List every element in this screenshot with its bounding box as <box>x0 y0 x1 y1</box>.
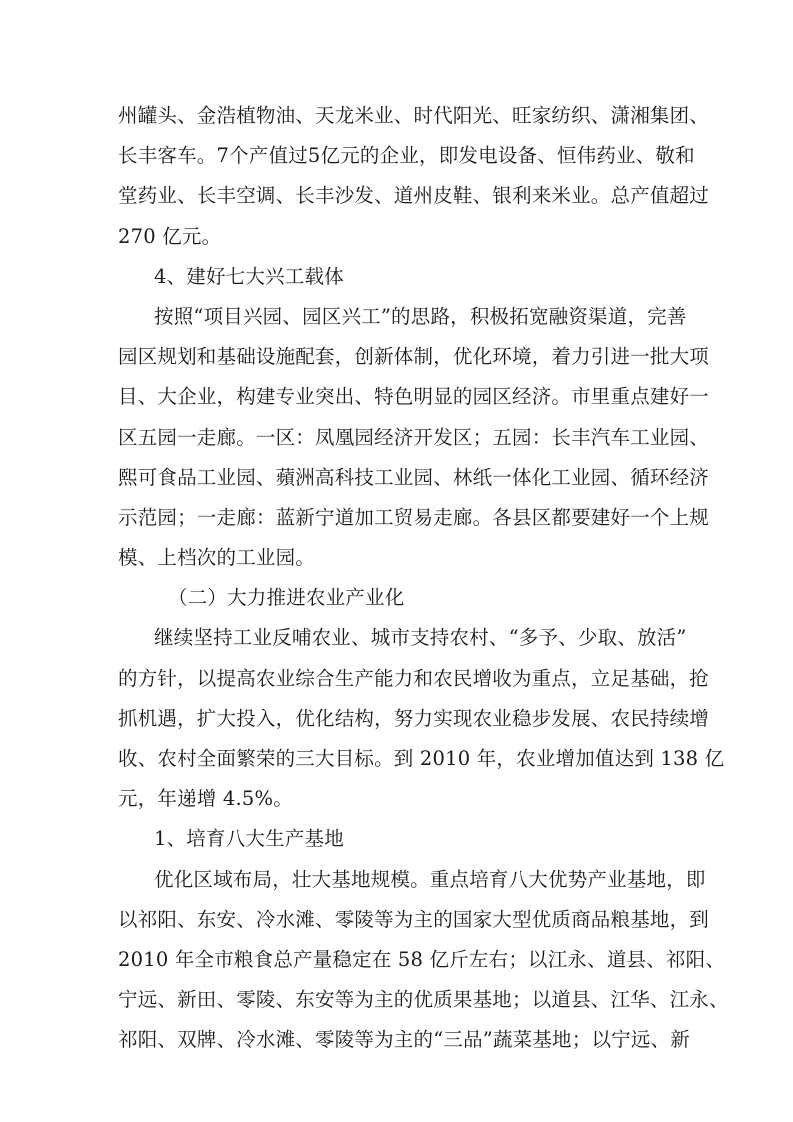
paragraph-line: 优化区域布局，壮大基地规模。重点培育八大优势产业基地，即 <box>154 867 706 891</box>
paragraph-line: 按照“项目兴园、园区兴工”的思路，积极拓宽融资渠道，完善 <box>154 304 687 328</box>
paragraph-line: 270 亿元。 <box>118 224 222 248</box>
paragraph-line: 继续坚持工业反哺农业、城市支持农村、“多予、少取、放活” <box>154 626 687 650</box>
paragraph-line: 区五园一走廊。一区：凤凰园经济开发区；五园：长丰汽车工业园、 <box>118 425 710 449</box>
paragraph-line: 2010 年全市粮食总产量稳定在 58 亿斤左右；以江永、道县、祁阳、 <box>118 947 726 971</box>
subheading-eight-bases: 1、培育八大生产基地 <box>154 827 344 851</box>
paragraph-line: 收、农村全面繁荣的三大目标。到 2010 年，农业增加值达到 138 亿 <box>118 747 725 770</box>
paragraph-line: 祁阳、双牌、冷水滩、零陵等为主的“三品”蔬菜基地；以宁远、新 <box>118 1028 690 1052</box>
paragraph-line: 模、上档次的工业园。 <box>118 546 316 570</box>
paragraph-line: 的方针，以提高农业综合生产能力和农民增收为重点，立足基础，抢 <box>118 666 710 690</box>
paragraph-line: 宁远、新田、零陵、东安等为主的优质果基地；以道县、江华、江永、 <box>118 988 729 1012</box>
paragraph-line: 堂药业、长丰空调、长丰沙发、道州皮鞋、银利来米业。总产值超过 <box>118 184 710 208</box>
subheading-build-seven-carriers: 4、建好七大兴工载体 <box>154 264 344 288</box>
document-body <box>118 96 729 1061</box>
paragraph-line: 以祁阳、东安、冷水滩、零陵等为主的国家大型优质商品粮基地，到 <box>118 907 710 931</box>
paragraph-line: 目、大企业，构建专业突出、特色明显的园区经济。市里重点建好一 <box>118 385 710 409</box>
paragraph-line: 园区规划和基础设施配套，创新体制，优化环境，着力引进一批大项 <box>118 345 710 369</box>
paragraph-line: 长丰客车。7个产值过5亿元的企业，即发电设备、恒伟药业、敬和 <box>118 144 695 168</box>
paragraph-line: 州罐头、金浩植物油、天龙米业、时代阳光、旺家纺织、潇湘集团、 <box>118 104 710 127</box>
paragraph-line: 元，年递增 4.5%。 <box>118 787 293 811</box>
section-heading-agriculture: （二）大力推进农业产业化 <box>168 586 405 610</box>
paragraph-line: 抓机遇，扩大投入，优化结构，努力实现农业稳步发展、农民持续增 <box>118 706 710 730</box>
paragraph-line: 示范园；一走廊：蓝新宁道加工贸易走廊。各县区都要建好一个上规 <box>118 505 710 529</box>
paragraph-line: 熙可食品工业园、蘋洲高科技工业园、林纸一体化工业园、循环经济 <box>118 465 710 489</box>
